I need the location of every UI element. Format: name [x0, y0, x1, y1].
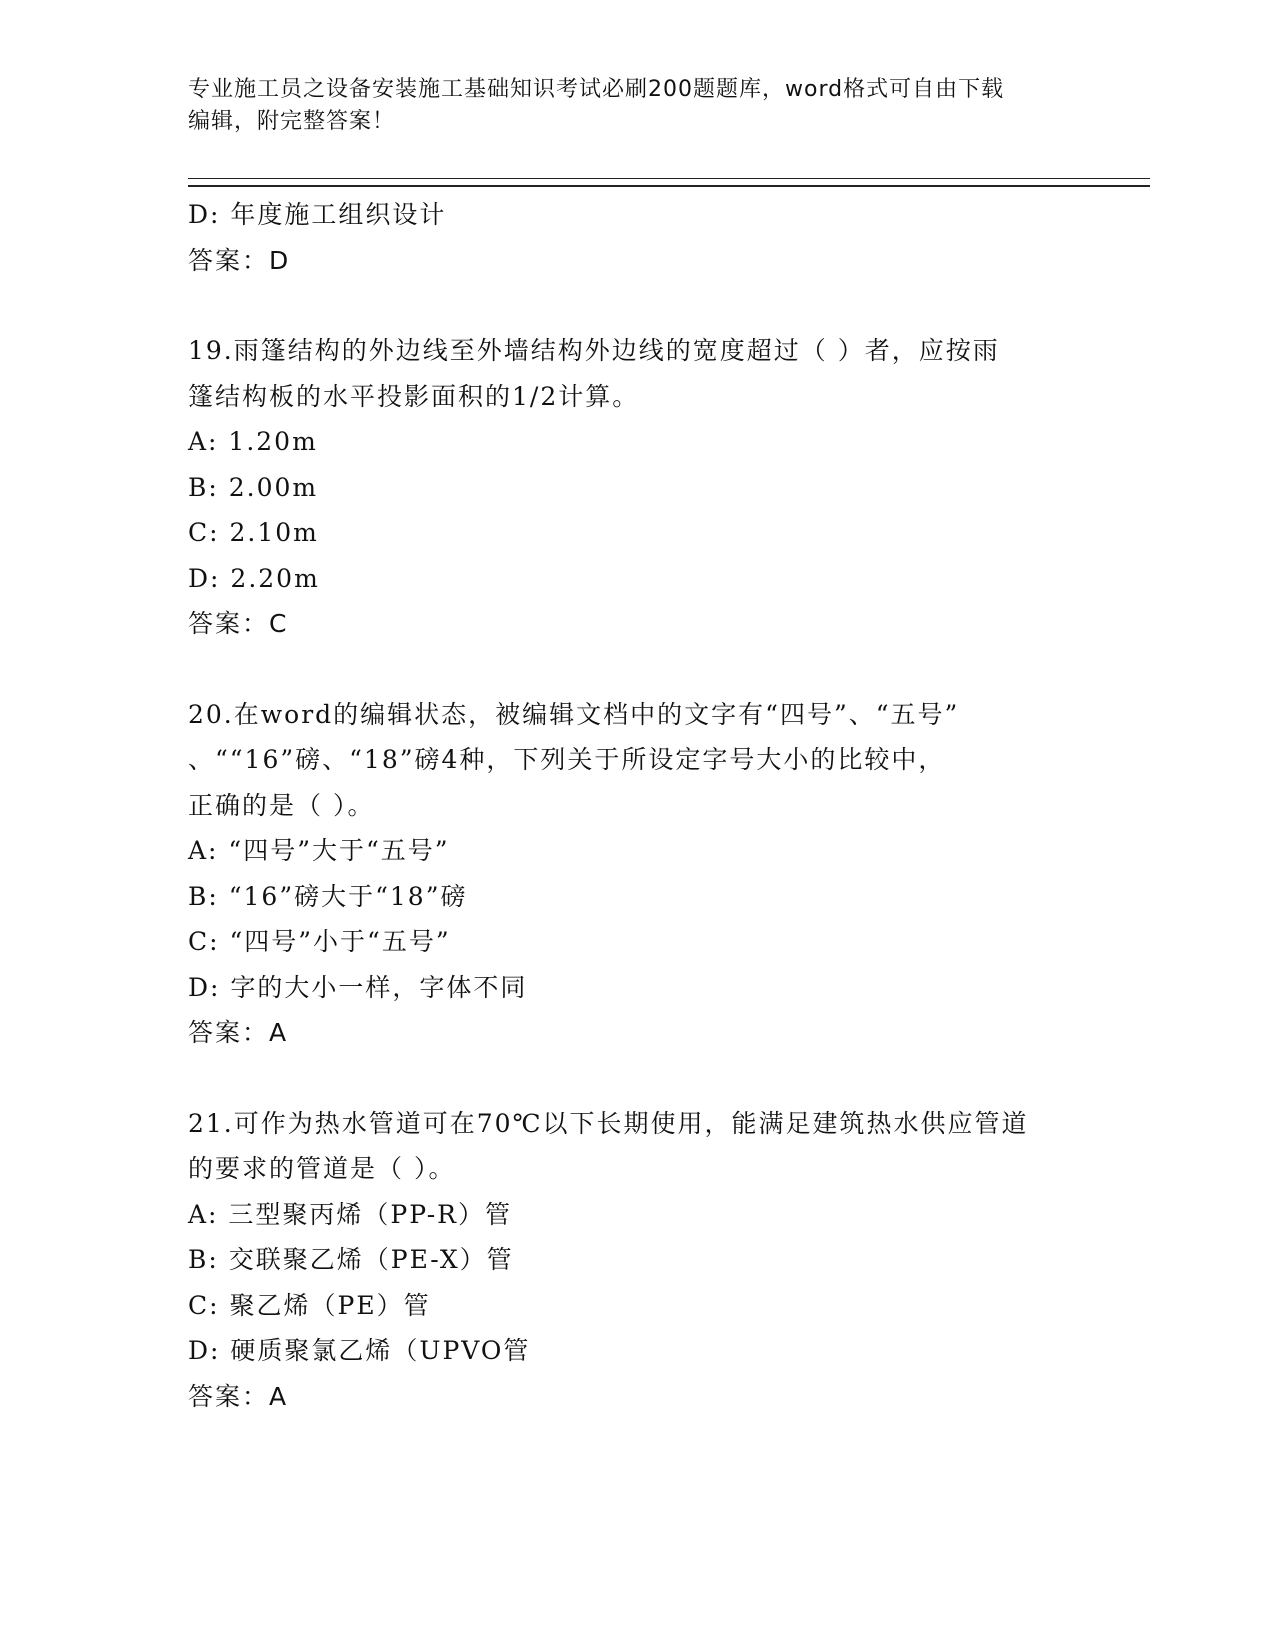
option-b: B: “16”磅大于“18”磅 [188, 881, 468, 911]
answer-line: 答案：A [188, 1018, 289, 1047]
previous-question-tail [188, 192, 1088, 283]
question-21 [188, 1101, 1088, 1420]
option-a: A: 1.20m [188, 427, 318, 456]
question-line: 篷结构板的水平投影面积的1/2计算。 [188, 381, 640, 411]
option-c: C: “四号”小于“五号” [188, 927, 451, 956]
question-20 [188, 692, 1088, 1056]
option-b: B: 交联聚乙烯（PE-X）管 [188, 1245, 514, 1274]
spacer [188, 1056, 1088, 1101]
question-text [188, 1101, 1088, 1192]
question-text [188, 328, 1088, 419]
question-line: 19.雨篷结构的外边线至外墙结构外边线的宽度超过（ ）者，应按雨 [188, 336, 1000, 365]
header-line-2: 编辑，附完整答案！ [188, 109, 396, 134]
question-19 [188, 328, 1088, 647]
option-d: D: 2.20m [188, 563, 320, 593]
option-a: A: 三型聚丙烯（PP-R）管 [188, 1199, 512, 1229]
question-line: 正确的是（ ）。 [188, 790, 375, 820]
spacer [188, 283, 1088, 328]
option-c: C: 聚乙烯（PE）管 [188, 1290, 431, 1320]
answer-line: 答案：A [188, 1381, 289, 1411]
question-line: 的要求的管道是（ ）。 [188, 1154, 456, 1183]
page-header [188, 74, 1088, 138]
option-b: B: 2.00m [188, 472, 319, 502]
question-line: 21.可作为热水管道可在70℃以下长期使用，能满足建筑热水供应管道 [188, 1108, 1029, 1138]
question-line: 20.在word的编辑状态，被编辑文档中的文字有“四号”、“五号” [188, 699, 960, 729]
option-d: D: 年度施工组织设计 [188, 200, 447, 229]
option-a: A: “四号”大于“五号” [188, 836, 450, 865]
document-body [188, 192, 1088, 1419]
option-d: D: 硬质聚氯乙烯（UPVO管 [188, 1336, 531, 1365]
question-line: 、““16”磅、“18”磅4种，下列关于所设定字号大小的比较中， [188, 745, 946, 774]
answer-line: 答案：D [188, 245, 291, 275]
option-d: D: 字的大小一样，字体不同 [188, 972, 528, 1002]
answer-line: 答案：C [188, 609, 289, 638]
spacer [188, 647, 1088, 692]
header-divider [188, 178, 1150, 187]
header-line-1: 专业施工员之设备安装施工基础知识考试必刷200题题库，word格式可自由下载 [188, 77, 1005, 102]
question-text [188, 692, 1088, 829]
option-c: C: 2.10m [188, 518, 319, 547]
